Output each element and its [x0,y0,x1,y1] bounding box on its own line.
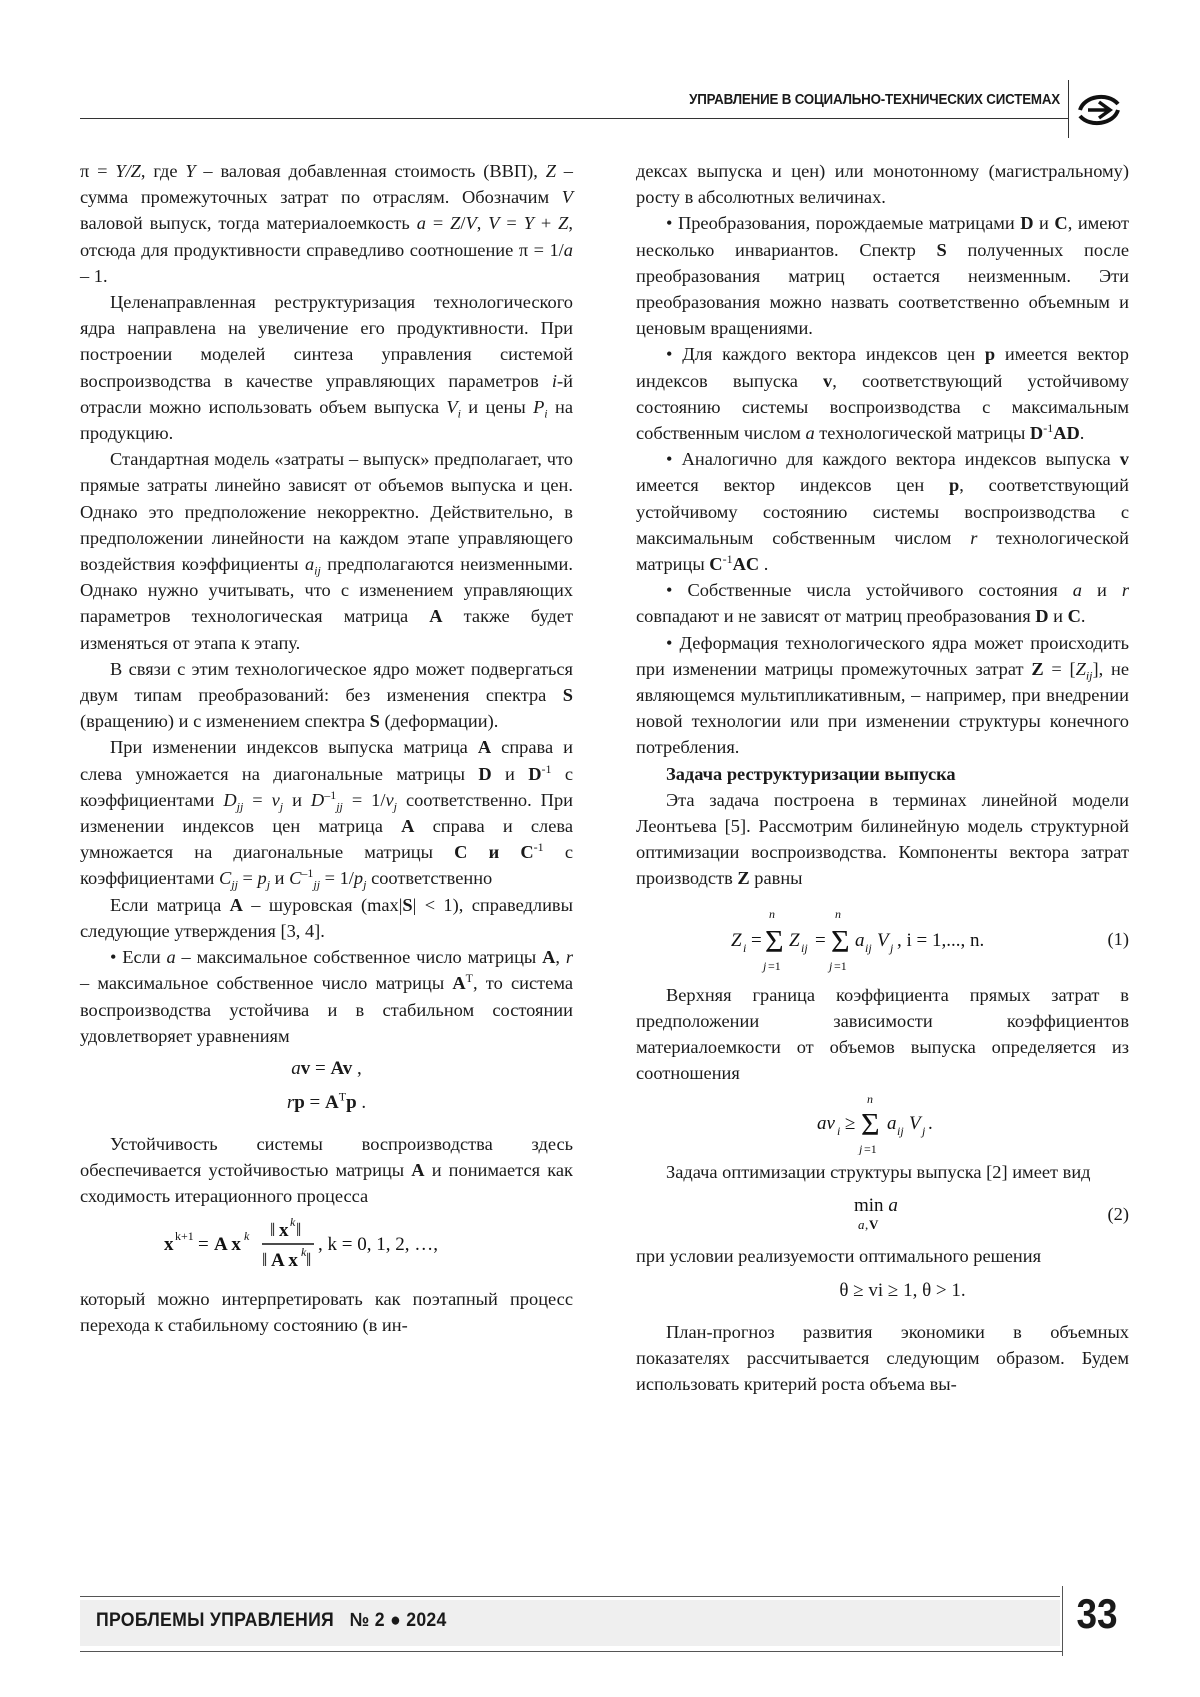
bullet-item: • Аналогично для каждого вектора индексов выпуска v имеется вектор индексов цен p, соответствующий устойчивому состоянию системы воспроизводства с максимальным собственным числом r технологической матрицы $C^{-1}AC$ . [636,449,1130,575]
header-rule [80,118,1068,119]
svg-text:=1: =1 [768,958,781,973]
svg-text:A x: A x [270,1249,298,1271]
svg-text:k: k [300,1244,306,1259]
footer-divider [1062,1586,1063,1656]
right-column [636,158,1129,1398]
paragraph: Стандартная модель «затраты – выпуск» предполагает, что прямые затраты линейно зависят от объемов выпуска и цен. Однако это предположение некорректно. Действительно, в предположении линейности на каждом этапе управляющего воздействия коэффициенты $a_{ij}$ предполагаются неизменными. Однако нужно учитывать, что с изменением управляющих параметров технологическая матрица A также будет изменяться от этапа к этапу. [80,449,573,653]
section-heading: Задача реструктуризации выпуска [666,763,956,784]
paragraph: при условии реализуемости оптимального решения [636,1245,1042,1266]
svg-text:ij: ij [896,1123,904,1138]
paragraph: При изменении индексов выпуска матрица A справа и слева умножается на диагональные матрицы D и $D^{-1}$ с коэффициентами $D_{jj} = v_j$ и $D^{-1}_{jj} = 1/v_j$ соответственно. При изменении индексов цен матрица A справа и слева умножается на диагональные матрицы C и $C^{-1}$ с коэффициентами $C_{jj} = p_j$ и $C^{-1}_{jj} = 1/p_j$ соответственно [80,737,573,893]
equation-rp: rp = $A^Tp$ . [286,1089,367,1113]
svg-text:j: j [763,958,767,973]
svg-text:j: j [890,940,894,955]
paragraph: Целенаправленная реструктуризация технологического ядра направлена на увеличение его продуктивности. При построении моделей синтеза управления системой воспроизводства в качестве управляющих параметров i-й отрасли можно использовать объем выпуска $V_i$ и цены $P_i$ на продукцию. [80,292,573,444]
equation-bound [813,1091,953,1155]
svg-text:V: V [908,1112,921,1134]
svg-text:min a: min a [854,1194,898,1216]
svg-text:x: x [163,1233,173,1255]
svg-text:k: k [289,1214,295,1229]
journal-name: ПРОБЛЕМЫ УПРАВЛЕНИЯ [96,1610,335,1631]
equation-condition: θ ≥ vi ≥ 1, θ > 1. [839,1279,966,1301]
paragraph: В связи с этим технологическое ядро может подвергаться двум типам преобразований: без изменения спектра S (вращению) и с изменением спектра S (деформации). [80,658,573,732]
svg-text:Σ: Σ [765,922,784,959]
equation-iteration-k: , k = 0, 1, 2, …, [317,1233,438,1255]
left-column [80,158,573,1338]
equation-1-body [731,902,1031,974]
svg-text:n: n [866,1091,873,1106]
bullet-item: • Если a – максимальное собственное число матрицы A, r – максимальное собственное число матрицы $A^T$, то система воспроизводства устойчива и в стабильном состоянии удовлетворяет уравнениям [80,947,574,1046]
svg-text:av: av [816,1112,835,1134]
footer-journal [96,1610,447,1632]
paragraph: Устойчивость системы воспроизводства здесь обеспечивается устойчивостью матрицы A и понимается как сходимость итерационного процесса [80,1133,573,1207]
svg-text:Z: Z [731,929,742,951]
issue-number: № 2 ● 2024 [349,1610,447,1631]
svg-text:,: , [865,1216,869,1232]
svg-text:‖: ‖ [269,1219,275,1241]
footer-underline [80,1651,1062,1652]
svg-text:=1: =1 [863,1141,877,1155]
text: π = Y/Z, где Y – валовая добавленная стоимость (ВВП), Z – сумма промежуточных затрат по отраслям. Обозначим V валовой выпуск, тогда материалоемкость a = Z/V, V = Y + Z, отсюда для продуктивности справедливо соотношение π = 1/a – 1. [80,161,573,286]
svg-text:, i = 1,..., n.: , i = 1,..., n. [897,929,985,951]
svg-text:V: V [877,929,889,951]
svg-text:‖: ‖ [295,1219,301,1241]
svg-text:Σ: Σ [831,922,850,959]
svg-text:a: a [855,929,865,951]
paragraph: который можно интерпретировать как поэтапный процесс перехода к стабильному состоянию (в ин- [80,1288,573,1335]
svg-text:=: = [751,929,762,951]
equation-av: av = Av , [291,1057,362,1079]
svg-text:i: i [836,1123,840,1138]
bullet-item: • Для каждого вектора индексов цен p имеется вектор индексов выпуска v, соответствующий устойчивому состоянию системы воспроизводства с максимальным собственным числом a технологической матрицы $D^{-1}AD$. [636,344,1129,444]
svg-text:i: i [743,940,747,955]
svg-text:=: = [197,1233,209,1255]
journal-logo-icon [1074,88,1124,132]
svg-text:n: n [835,906,841,921]
equation-number: (1) [1107,928,1129,949]
svg-text:k+1: k+1 [174,1228,194,1243]
running-header: УПРАВЛЕНИЕ В СОЦИАЛЬНО-ТЕХНИЧЕСКИХ СИСТЕМАХ [689,92,1060,108]
equation-iteration [162,1210,492,1276]
paragraph: Если матрица A – шуровская (max|S| < 1), справедливы следующие утверждения [3, 4]. [80,894,573,941]
svg-text:a: a [886,1112,896,1134]
paragraph: План-прогноз развития экономики в объемных показателях рассчитывается следующим образом. Будем использовать критерий роста объема вы- [636,1321,1129,1395]
equation-2-body [636,1187,936,1241]
svg-text:j: j [829,958,833,973]
equation-1 [636,902,1129,974]
paragraph: Эта задача построена в терминах линейной модели Леонтьева [5]. Рассмотрим билинейную модель структурной оптимизации воспроизводства. Компоненты вектора затрат производств Z равны [636,789,1129,889]
svg-text:V: V [869,1216,879,1232]
svg-text:n: n [769,906,775,921]
svg-text:=: = [815,929,826,951]
svg-text:≥: ≥ [844,1112,855,1134]
header-divider [1068,80,1069,138]
paragraph: Верхняя граница коэффициента прямых затрат в предположении зависимости коэффициентов материалоемкости от объемов выпуска определяется из соотношения [636,984,1129,1084]
svg-text:k: k [243,1228,249,1243]
svg-text:Z: Z [789,929,800,951]
svg-text:‖: ‖ [305,1249,311,1271]
bullet-item: • Преобразования, порождаемые матрицами D и C, имеют несколько инвариантов. Спектр S полученных после преобразования матриц остается неизменным. Эти преобразования можно назвать соответственно объемным и ценовым вращениями. [636,213,1129,339]
svg-text:j: j [858,1141,862,1155]
svg-text:a: a [858,1216,865,1232]
svg-text:x: x [278,1219,288,1241]
paragraph [80,158,573,289]
svg-text:ij: ij [801,940,808,955]
svg-text:A x: A x [213,1233,241,1255]
svg-text:‖: ‖ [261,1249,267,1271]
page-number: 33 [1076,1590,1118,1637]
equation-2 [636,1187,1129,1241]
svg-text:=1: =1 [834,958,847,973]
svg-text:j: j [921,1123,925,1138]
paragraph: дексах выпуска и цен) или монотонному (магистральному) росту в абсолютных величинах. [636,161,1129,208]
paragraph: Задача оптимизации структуры выпуска [2] имеет вид [666,1161,1091,1182]
svg-text:Σ: Σ [860,1105,880,1142]
bullet-item: • Собственные числа устойчивого состояния a и r совпадают и не зависят от матриц преобразования D и C. [636,580,1129,627]
equation-number: (2) [1107,1203,1129,1224]
svg-text:.: . [927,1112,933,1134]
bullet-item: • Деформация технологического ядра может происходить при изменении матрицы промежуточных затрат $Z = [Z_{ij}]$, не являющемся мультипликативным, – например, при внедрении новой технологии или при изменении структуры конечного потребления. [636,632,1129,758]
footer-rule [80,1596,1060,1597]
svg-text:ij: ij [865,940,872,955]
